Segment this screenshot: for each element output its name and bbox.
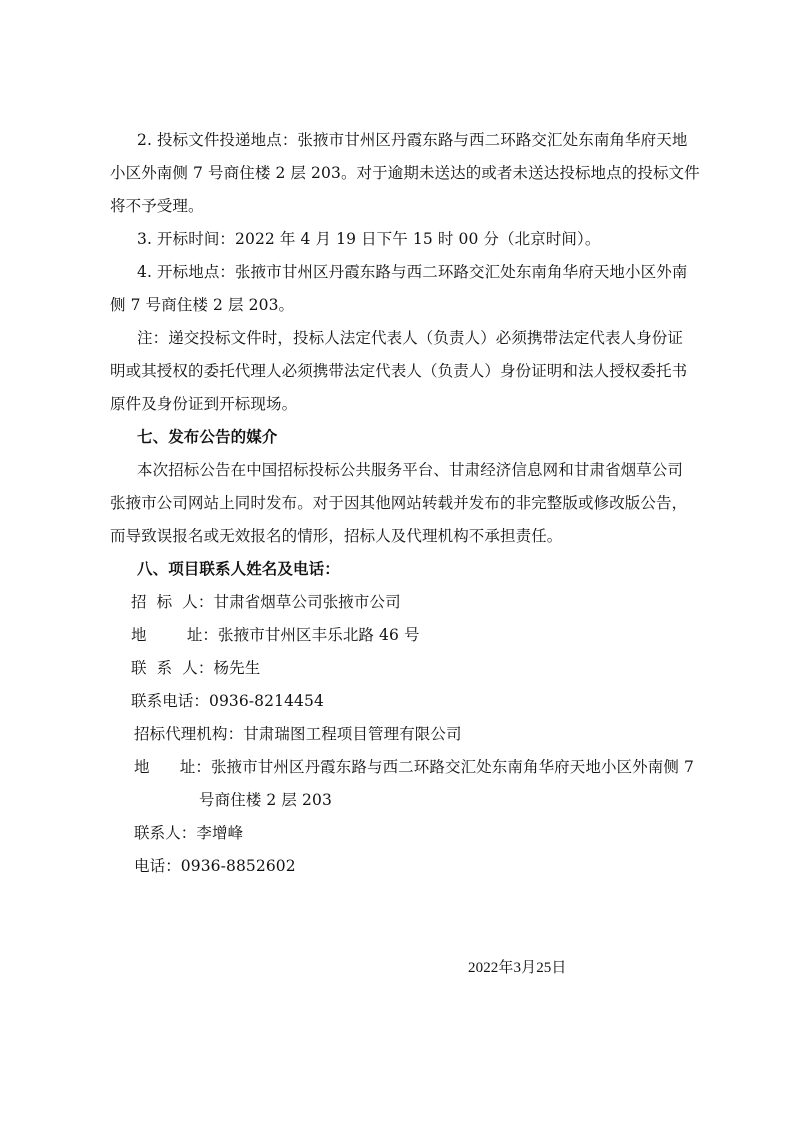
section8-heading: 八、项目联系人姓名及电话： — [137, 559, 340, 578]
tenderer-contact-line: 联 系 人：杨先生 — [131, 659, 261, 677]
agency-contact-line: 联系人：李增峰 — [134, 824, 244, 842]
section7-line3: 而导致误报名或无效报名的情形，招标人及代理机构不承担责任。 — [110, 527, 563, 545]
note-line1: 注：递交投标文件时，投标人法定代表人（负责人）必须携带法定代表人身份证 — [137, 329, 684, 347]
tenderer-phone-line: 联系电话：0936-8214454 — [131, 692, 324, 710]
agency-address-line1: 地 址：张掖市甘州区丹霞东路与西二环路交汇处东南角华府天地小区外南侧 7 — [134, 758, 694, 776]
item3-line1: 3. 开标时间：2022 年 4 月 19 日下午 15 时 00 分（北京时间）。 — [137, 230, 601, 248]
note-line2: 明或其授权的委托代理人必须携带法定代表人（负责人）身份证明和法人授权委托书 — [110, 362, 688, 380]
item2-line3: 将不予受理。 — [110, 197, 204, 215]
tenderer-line: 招 标 人：甘肃省烟草公司张掖市公司 — [131, 593, 401, 611]
item2-line1: 2. 投标文件投递地点：张掖市甘州区丹霞东路与西二环路交汇处东南角华府天地 — [137, 131, 688, 149]
item4-line1: 4. 开标地点：张掖市甘州区丹霞东路与西二环路交汇处东南角华府天地小区外南 — [137, 263, 688, 281]
note-line3: 原件及身份证到开标现场。 — [110, 395, 298, 413]
section7-heading: 七、发布公告的媒介 — [137, 427, 278, 446]
item2-line2: 小区外南侧 7 号商住楼 2 层 203。对于逾期未送达的或者未送达投标地点的投标文件 — [110, 164, 700, 182]
section7-line1: 本次招标公告在中国招标投标公共服务平台、甘肃经济信息网和甘肃省烟草公司 — [137, 461, 684, 479]
tenderer-address-line: 地 址：张掖市甘州区丰乐北路 46 号 — [131, 626, 420, 644]
agency-address-line2: 号商住楼 2 层 203 — [199, 791, 332, 809]
document-date: 2022年3月25日 — [468, 960, 567, 976]
agency-line: 招标代理机构：甘肃瑞图工程项目管理有限公司 — [134, 725, 462, 743]
item4-line2: 侧 7 号商住楼 2 层 203。 — [110, 296, 295, 314]
agency-phone-line: 电话：0936-8852602 — [134, 857, 296, 875]
section7-line2: 张掖市公司网站上同时发布。对于因其他网站转载并发布的非完整版或修改版公告， — [110, 494, 688, 512]
